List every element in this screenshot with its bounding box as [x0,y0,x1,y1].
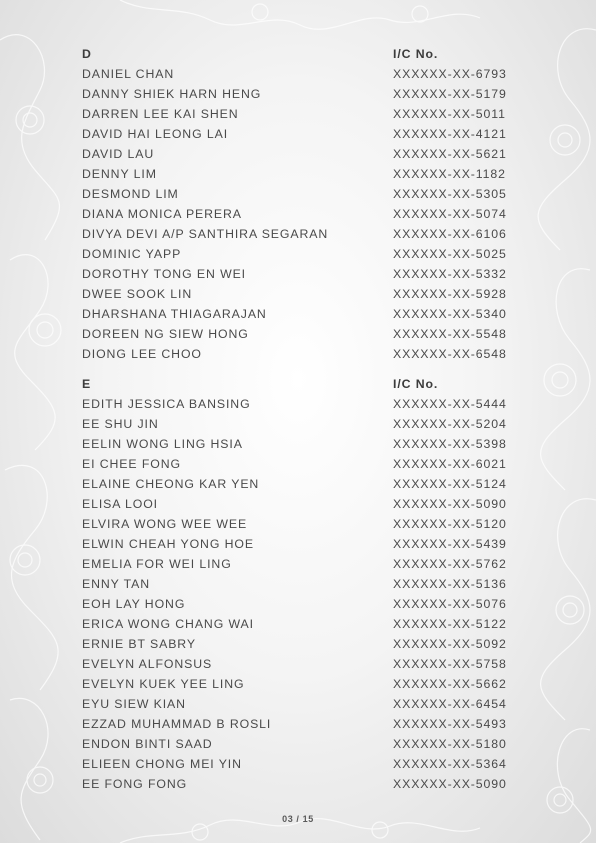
entry-name: ELVIRA WONG WEE WEE [82,517,248,531]
list-item [82,207,522,227]
list-item [82,657,522,677]
entry-name: EYU SIEW KIAN [82,697,186,711]
entry-ic: XXXXXX-XX-5204 [393,417,507,431]
list-item [82,577,522,597]
entry-name: DHARSHANA THIAGARAJAN [82,307,267,321]
entry-ic: XXXXXX-XX-5621 [393,147,507,161]
list-item [82,417,522,437]
list-item [82,347,522,367]
entry-name: ELWIN CHEAH YONG HOE [82,537,254,551]
entry-name: DOREEN NG SIEW HONG [82,327,249,341]
entry-ic: XXXXXX-XX-6548 [393,347,507,361]
entry-name: ELISA LOOI [82,497,158,511]
entry-ic: XXXXXX-XX-6793 [393,67,507,81]
entry-ic: XXXXXX-XX-5074 [393,207,507,221]
entry-name: ELAINE CHEONG KAR YEN [82,477,260,491]
section-letter: E [82,377,92,391]
entry-ic: XXXXXX-XX-5092 [393,637,507,651]
entry-ic: XXXXXX-XX-5758 [393,657,507,671]
list-item [82,617,522,637]
list-item [82,167,522,187]
entry-ic: XXXXXX-XX-5762 [393,557,507,571]
entry-name: EE SHU JIN [82,417,159,431]
ic-column-header: I/C No. [393,47,439,61]
list-item [82,677,522,697]
entry-ic: XXXXXX-XX-5124 [393,477,507,491]
list-item [82,637,522,657]
entry-name: ELIEEN CHONG MEI YIN [82,757,242,771]
entry-ic: XXXXXX-XX-5136 [393,577,507,591]
entry-name: DAVID HAI LEONG LAI [82,127,229,141]
entry-ic: XXXXXX-XX-5340 [393,307,507,321]
entry-name: EI CHEE FONG [82,457,181,471]
list-item [82,457,522,477]
entry-name: DANIEL CHAN [82,67,175,81]
entry-name: DOROTHY TONG EN WEI [82,267,246,281]
list-item [82,127,522,147]
entry-ic: XXXXXX-XX-6106 [393,227,507,241]
entry-ic: XXXXXX-XX-5444 [393,397,507,411]
list-item [82,307,522,327]
entry-name: EDITH JESSICA BANSING [82,397,251,411]
entry-name: ERICA WONG CHANG WAI [82,617,254,631]
section-letter: D [82,47,92,61]
entry-name: EVELYN KUEK YEE LING [82,677,245,691]
entry-name: DWEE SOOK LIN [82,287,193,301]
list-item [82,757,522,777]
list-item [82,397,522,417]
entry-ic: XXXXXX-XX-5179 [393,87,507,101]
entry-name: DOMINIC YAPP [82,247,182,261]
list-item [82,147,522,167]
list-item [82,227,522,247]
entry-ic: XXXXXX-XX-5090 [393,497,507,511]
entry-ic: XXXXXX-XX-5332 [393,267,507,281]
list-item [82,597,522,617]
list-item [82,267,522,287]
list-item [82,87,522,107]
section-e [82,377,522,797]
entry-name: EZZAD MUHAMMAD B ROSLI [82,717,272,731]
section-header [82,47,522,67]
list-item [82,557,522,577]
entry-name: ENNY TAN [82,577,151,591]
entry-ic: XXXXXX-XX-5180 [393,737,507,751]
list-item [82,327,522,347]
entry-name: DARREN LEE KAI SHEN [82,107,239,121]
entry-ic: XXXXXX-XX-5493 [393,717,507,731]
entry-name: EMELIA FOR WEI LING [82,557,232,571]
entry-ic: XXXXXX-XX-5305 [393,187,507,201]
entry-name: EOH LAY HONG [82,597,186,611]
entry-ic: XXXXXX-XX-5025 [393,247,507,261]
entry-name: DIANA MONICA PERERA [82,207,242,221]
entry-name: EVELYN ALFONSUS [82,657,213,671]
entry-name: ENDON BINTI SAAD [82,737,213,751]
entry-ic: XXXXXX-XX-5011 [393,107,506,121]
list-item [82,697,522,717]
list-item [82,107,522,127]
entry-ic: XXXXXX-XX-5364 [393,757,507,771]
entry-ic: XXXXXX-XX-5548 [393,327,507,341]
entry-name: DENNY LIM [82,167,157,181]
entry-ic: XXXXXX-XX-5122 [393,617,507,631]
section-d [82,47,522,367]
entry-name: EELIN WONG LING HSIA [82,437,243,451]
section-header [82,377,522,397]
entry-name: DIVYA DEVI A/P SANTHIRA SEGARAN [82,227,329,241]
list-item [82,287,522,307]
entry-ic: XXXXXX-XX-5076 [393,597,507,611]
entry-name: DANNY SHIEK HARN HENG [82,87,262,101]
entry-ic: XXXXXX-XX-6021 [393,457,507,471]
entry-name: DAVID LAU [82,147,155,161]
entry-ic: XXXXXX-XX-5928 [393,287,507,301]
list-item [82,537,522,557]
entry-ic: XXXXXX-XX-5398 [393,437,507,451]
entry-name: DIONG LEE CHOO [82,347,202,361]
entry-ic: XXXXXX-XX-5439 [393,537,507,551]
list-item [82,247,522,267]
list-item [82,497,522,517]
list-item [82,517,522,537]
entry-ic: XXXXXX-XX-6454 [393,697,507,711]
list-item [82,67,522,87]
list-item [82,737,522,757]
list-item [82,717,522,737]
entry-name: DESMOND LIM [82,187,179,201]
entry-ic: XXXXXX-XX-1182 [393,167,506,181]
list-item [82,437,522,457]
entry-ic: XXXXXX-XX-5662 [393,677,507,691]
entry-ic: XXXXXX-XX-4121 [393,127,507,141]
entry-name: EE FONG FONG [82,777,188,791]
list-item [82,187,522,207]
page-number: 03 / 15 [282,814,314,824]
list-item [82,477,522,497]
entry-ic: XXXXXX-XX-5120 [393,517,507,531]
entry-ic: XXXXXX-XX-5090 [393,777,507,791]
ic-column-header: I/C No. [393,377,439,391]
list-item [82,777,522,797]
entry-name: ERNIE BT SABRY [82,637,196,651]
